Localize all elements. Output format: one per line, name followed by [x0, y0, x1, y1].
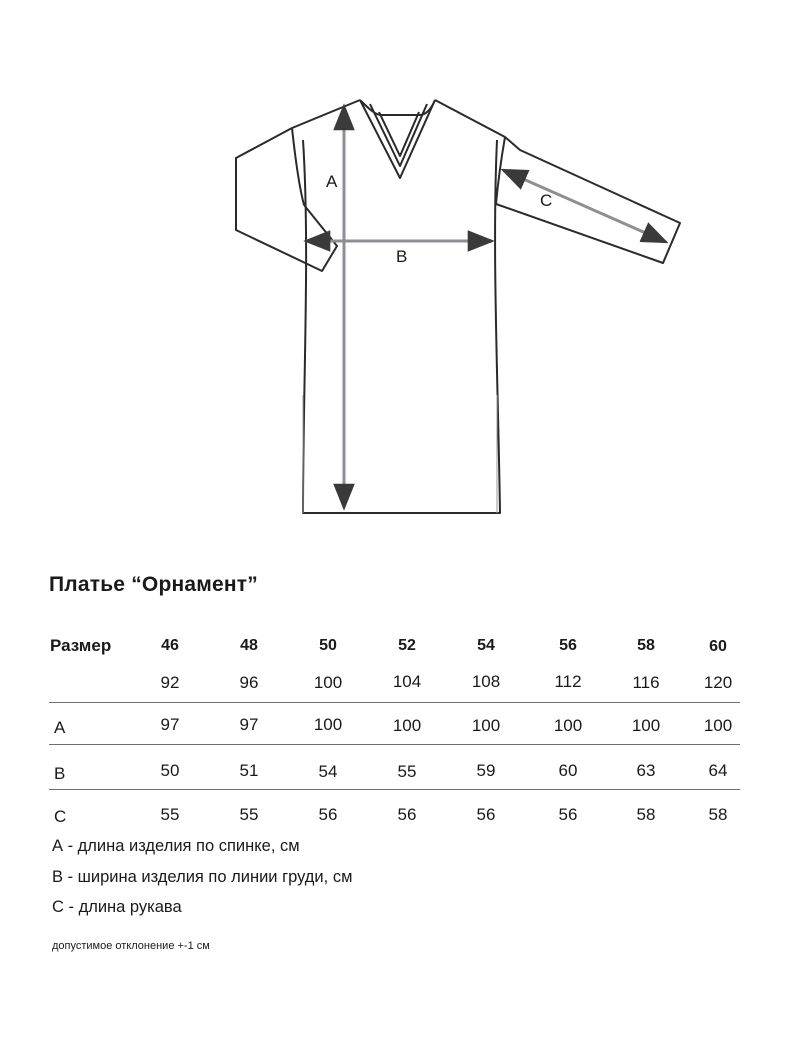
table-cell: 54	[318, 762, 338, 781]
size-header: 48	[240, 637, 258, 654]
table-cell: 116	[632, 673, 660, 692]
row-label-b: B	[54, 764, 66, 783]
size-header: 46	[161, 637, 179, 654]
table-cell: 56	[318, 805, 338, 824]
size-header-label: Размер	[50, 636, 112, 655]
table-cell: 55	[239, 805, 259, 824]
page-title: Платье “Орнамент”	[49, 573, 258, 596]
table-cell: 64	[708, 761, 728, 780]
label-b: B	[396, 247, 408, 266]
table-cell: 55	[160, 805, 180, 824]
table-cell: 51	[239, 761, 259, 780]
table-cell: 100	[631, 716, 661, 735]
table-cell: 56	[558, 805, 578, 824]
table-cell: 58	[636, 805, 656, 824]
table-cell: 100	[313, 715, 343, 734]
table-cell: 63	[636, 761, 656, 780]
table-cell: 100	[471, 716, 501, 735]
table-divider	[49, 702, 740, 703]
table-cell: 108	[471, 672, 501, 691]
label-c: C	[540, 191, 553, 210]
size-header: 58	[637, 637, 655, 654]
table-cell: 58	[708, 805, 728, 824]
legend-item-c: С - длина рукава	[52, 898, 182, 916]
table-cell: 100	[313, 673, 343, 692]
size-header: 50	[319, 637, 337, 654]
measurement-arrows	[306, 106, 666, 508]
table-cell: 100	[553, 716, 583, 735]
size-header: 56	[559, 637, 577, 654]
table-cell: 60	[558, 761, 578, 780]
row-label-c: C	[54, 807, 67, 826]
table-cell: 100	[703, 716, 733, 735]
table-cell: 56	[476, 805, 496, 824]
table-cell: 97	[160, 715, 180, 734]
dress-outline	[236, 100, 680, 513]
table-cell: 59	[476, 761, 496, 780]
legend-item-a: А - длина изделия по спинке, см	[52, 837, 300, 855]
table-cell: 120	[703, 673, 733, 692]
table-cell: 112	[554, 672, 582, 691]
size-header: 54	[477, 637, 495, 654]
row-label-a: A	[54, 718, 66, 737]
table-divider	[49, 744, 740, 745]
table-cell: 104	[392, 672, 422, 691]
table-cell: 97	[239, 715, 259, 734]
table-cell: 50	[160, 761, 180, 780]
label-a: A	[326, 172, 338, 191]
table-cell: 100	[392, 716, 422, 735]
size-header: 52	[398, 637, 416, 654]
table-cell: 96	[239, 673, 259, 692]
table-divider	[49, 789, 740, 790]
table-cell: 56	[397, 805, 417, 824]
size-header: 60	[709, 638, 727, 655]
table-cell: 55	[397, 762, 417, 781]
table-cell: 92	[160, 673, 180, 692]
tolerance-note: допустимое отклонение +-1 см	[52, 940, 210, 952]
legend-item-b: В - ширина изделия по линии груди, см	[52, 868, 353, 886]
